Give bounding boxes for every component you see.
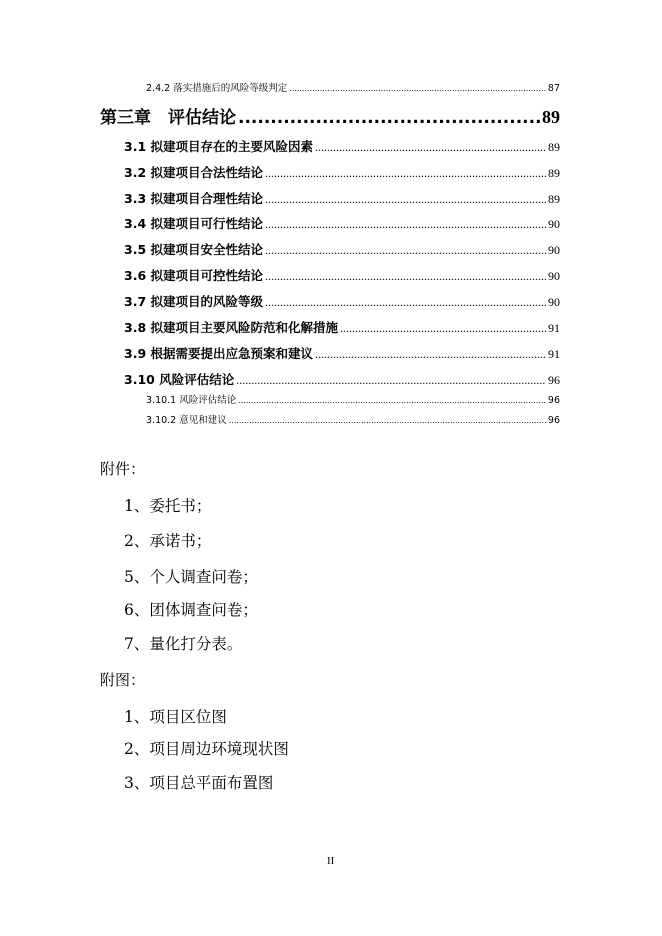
attachment-item: 6、团体调查问卷； (124, 601, 258, 619)
toc-entry[interactable] (124, 240, 560, 258)
figure-item: 2、项目周边环境现状图 (124, 740, 289, 758)
toc-entry[interactable] (124, 370, 560, 388)
toc-entry-page: 96 (547, 415, 560, 426)
attachment-item: 7、量化打分表。 (124, 635, 243, 653)
toc-entry-title: 3.3 拟建项目合理性结论 (124, 191, 263, 206)
toc-entry-title: 3.2 拟建项目合法性结论 (124, 165, 263, 180)
figure-item: 1、项目区位图 (124, 708, 227, 726)
toc-entry-page: 96 (547, 395, 560, 406)
toc-entry-page: 89 (548, 140, 560, 154)
dot-leader (265, 217, 546, 232)
toc-entry-page: 91 (548, 321, 560, 335)
toc-entry-page: 89 (548, 192, 560, 206)
toc-entry[interactable] (124, 344, 560, 362)
toc-entry[interactable] (124, 266, 560, 284)
toc-entry-title: 3.10 风险评估结论 (124, 372, 235, 387)
dot-leader (265, 269, 546, 284)
toc-entry-page: 90 (548, 217, 560, 231)
dot-leader (236, 373, 546, 388)
toc-entry[interactable] (100, 103, 560, 128)
attachment-item: 2、承诺书； (124, 532, 212, 550)
toc-entry-page: 89 (542, 107, 560, 127)
attachment-item: 1、委托书； (124, 497, 212, 515)
toc-entry[interactable] (124, 214, 560, 232)
dot-leader (238, 108, 540, 128)
toc-entry[interactable] (146, 80, 560, 94)
dot-leader (340, 321, 546, 336)
toc-entry-page: 90 (548, 269, 560, 283)
toc-entry-title: 3.7 拟建项目的风险等级 (124, 294, 263, 309)
toc-entry-title: 3.9 根据需要提出应急预案和建议 (124, 346, 313, 361)
page-number: II (327, 855, 335, 867)
toc-entry[interactable] (124, 163, 560, 181)
dot-leader (265, 243, 546, 258)
dot-leader (315, 347, 546, 362)
dot-leader (265, 192, 546, 207)
dot-leader (265, 295, 546, 310)
toc-entry-page: 87 (547, 83, 560, 94)
toc-entry-page: 91 (548, 347, 560, 361)
toc-entry[interactable] (124, 292, 560, 310)
dot-leader (265, 166, 546, 181)
toc-entry[interactable] (124, 189, 560, 207)
toc-entry[interactable] (146, 392, 560, 406)
figure-item: 3、项目总平面布置图 (124, 774, 274, 792)
toc-entry-title: 第三章 评估结论 (100, 108, 236, 128)
toc-entry-title: 3.8 拟建项目主要风险防范和化解措施 (124, 320, 338, 335)
toc-entry-page: 89 (548, 166, 560, 180)
dot-leader (229, 416, 546, 425)
toc-entry-title: 3.4 拟建项目可行性结论 (124, 216, 263, 231)
toc-entry[interactable] (124, 318, 560, 336)
toc-entry-title: 2.4.2 落实措施后的风险等级判定 (146, 83, 288, 94)
toc-entry-title: 3.1 拟建项目存在的主要风险因素 (124, 139, 313, 154)
toc-entry-title: 3.10.2 意见和建议 (146, 415, 227, 426)
toc-entry[interactable] (124, 137, 560, 155)
toc-entry-title: 3.6 拟建项目可控性结论 (124, 268, 263, 283)
toc-entry-title: 3.5 拟建项目安全性结论 (124, 242, 263, 257)
dot-leader (238, 396, 546, 405)
attachment-item: 5、个人调查问卷； (124, 568, 258, 586)
toc-entry[interactable] (146, 412, 560, 426)
dot-leader (315, 140, 546, 155)
toc-entry-page: 90 (548, 295, 560, 309)
toc-entry-title: 3.10.1 风险评估结论 (146, 395, 237, 406)
figures-heading: 附图： (100, 671, 146, 689)
attachments-heading: 附件： (100, 460, 146, 478)
toc-entry-page: 96 (548, 373, 560, 387)
dot-leader (289, 84, 546, 93)
toc-entry-page: 90 (548, 243, 560, 257)
